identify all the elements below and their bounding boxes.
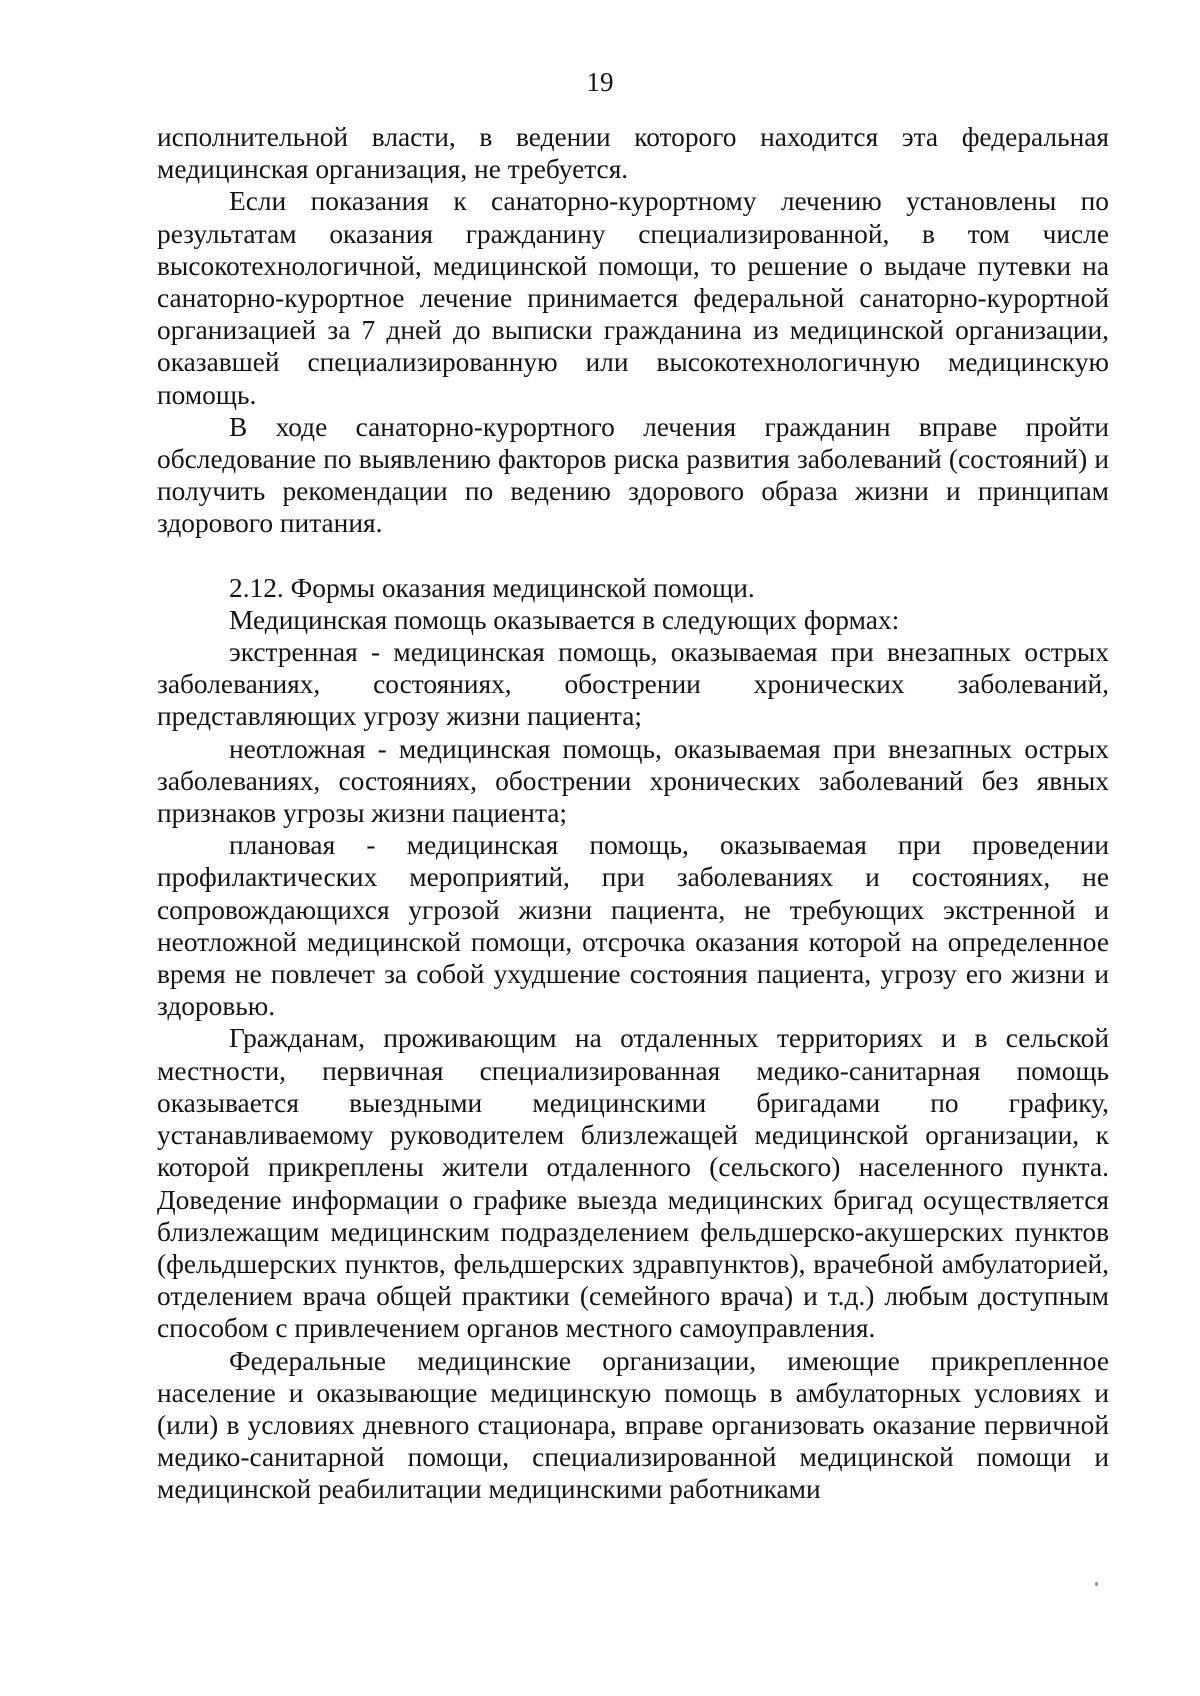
- paragraph-form-urgent: неотложная - медицинская помощь, оказываемая при внезапных острых заболеваниях, состояниях, обострении хронических заболеваний без явных признаков угрозы жизни пациента;: [157, 733, 1109, 829]
- paragraph-sanatorium-decision: Если показания к санаторно-курортному лечению установлены по результатам оказания гражданину специализированной, в том числе высокотехнологичной, медицинской помощи, то решение о выдаче путевки на санаторно-курортное лечение принимается федеральной санаторно-курортной организацией за 7 дней до выписки гражданина из медицинской организации, оказавшей специализированную или высокотехнологичную медицинскую помощь.: [157, 186, 1109, 410]
- paragraph-form-emergency: экстренная - медицинская помощь, оказываемая при внезапных острых заболеваниях, состояниях, обострении хронических заболеваний, представляющих угрозу жизни пациента;: [157, 637, 1109, 732]
- paragraph-form-planned: плановая - медицинская помощь, оказываемая при проведении профилактических мероприятий, при заболеваниях и состояниях, не сопровождающихся угрозой жизни пациента, не требующих экстренной и неотложной медицинской помощи, отсрочка оказания которой на определенное время не повлечет за собой ухудшение состояния пациента, угрозу его жизни и здоровью.: [157, 830, 1109, 1022]
- paragraph-forms-intro: Медицинская помощь оказывается в следующих формах:: [229, 604, 900, 635]
- paragraph-continuation: исполнительной власти, в ведении которого находится эта федеральная медицинская организация, не требуется.: [157, 122, 1109, 185]
- section-heading-2-12: 2.12. Формы оказания медицинской помощи.: [229, 572, 755, 603]
- paragraph-sanatorium-examination: В ходе санаторно-курортного лечения гражданин вправе пройти обследование по выявлению факторов риска развития заболеваний (состояний) и получить рекомендации по ведению здорового образа жизни и принципам здорового питания.: [157, 411, 1109, 539]
- paragraph-spacer: [157, 540, 1109, 572]
- paragraph-federal-organizations: Федеральные медицинские организации, имеющие прикрепленное население и оказывающие медицинскую помощь в амбулаторных условиях и (или) в условиях дневного стационара, вправе организовать оказание первичной медико-санитарной помощи, специализированной медицинской помощи и медицинской реабилитации медицинскими работниками: [157, 1345, 1109, 1505]
- scan-speck: [1095, 1582, 1098, 1586]
- paragraph-rural-care: Гражданам, проживающим на отдаленных территориях и в сельской местности, первичная специализированная медико-санитарная помощь оказывается выездными медицинскими бригадами по графику, устанавливаемому руководителем близлежащей медицинской организации, к которой прикреплены жители отдаленного (сельского) населенного пункта. Доведение информации о графике выезда медицинских бригад осуществляется близлежащим медицинским подразделением фельдшерско-акушерских пунктов (фельдшерских пунктов, фельдшерских здравпунктов), врачебной амбулаторией, отделением врача общей практики (семейного врача) и т.д.) любым доступным способом с привлечением органов местного самоуправления.: [157, 1023, 1109, 1344]
- document-body: [157, 121, 1109, 1506]
- page-number: 19: [586, 67, 614, 97]
